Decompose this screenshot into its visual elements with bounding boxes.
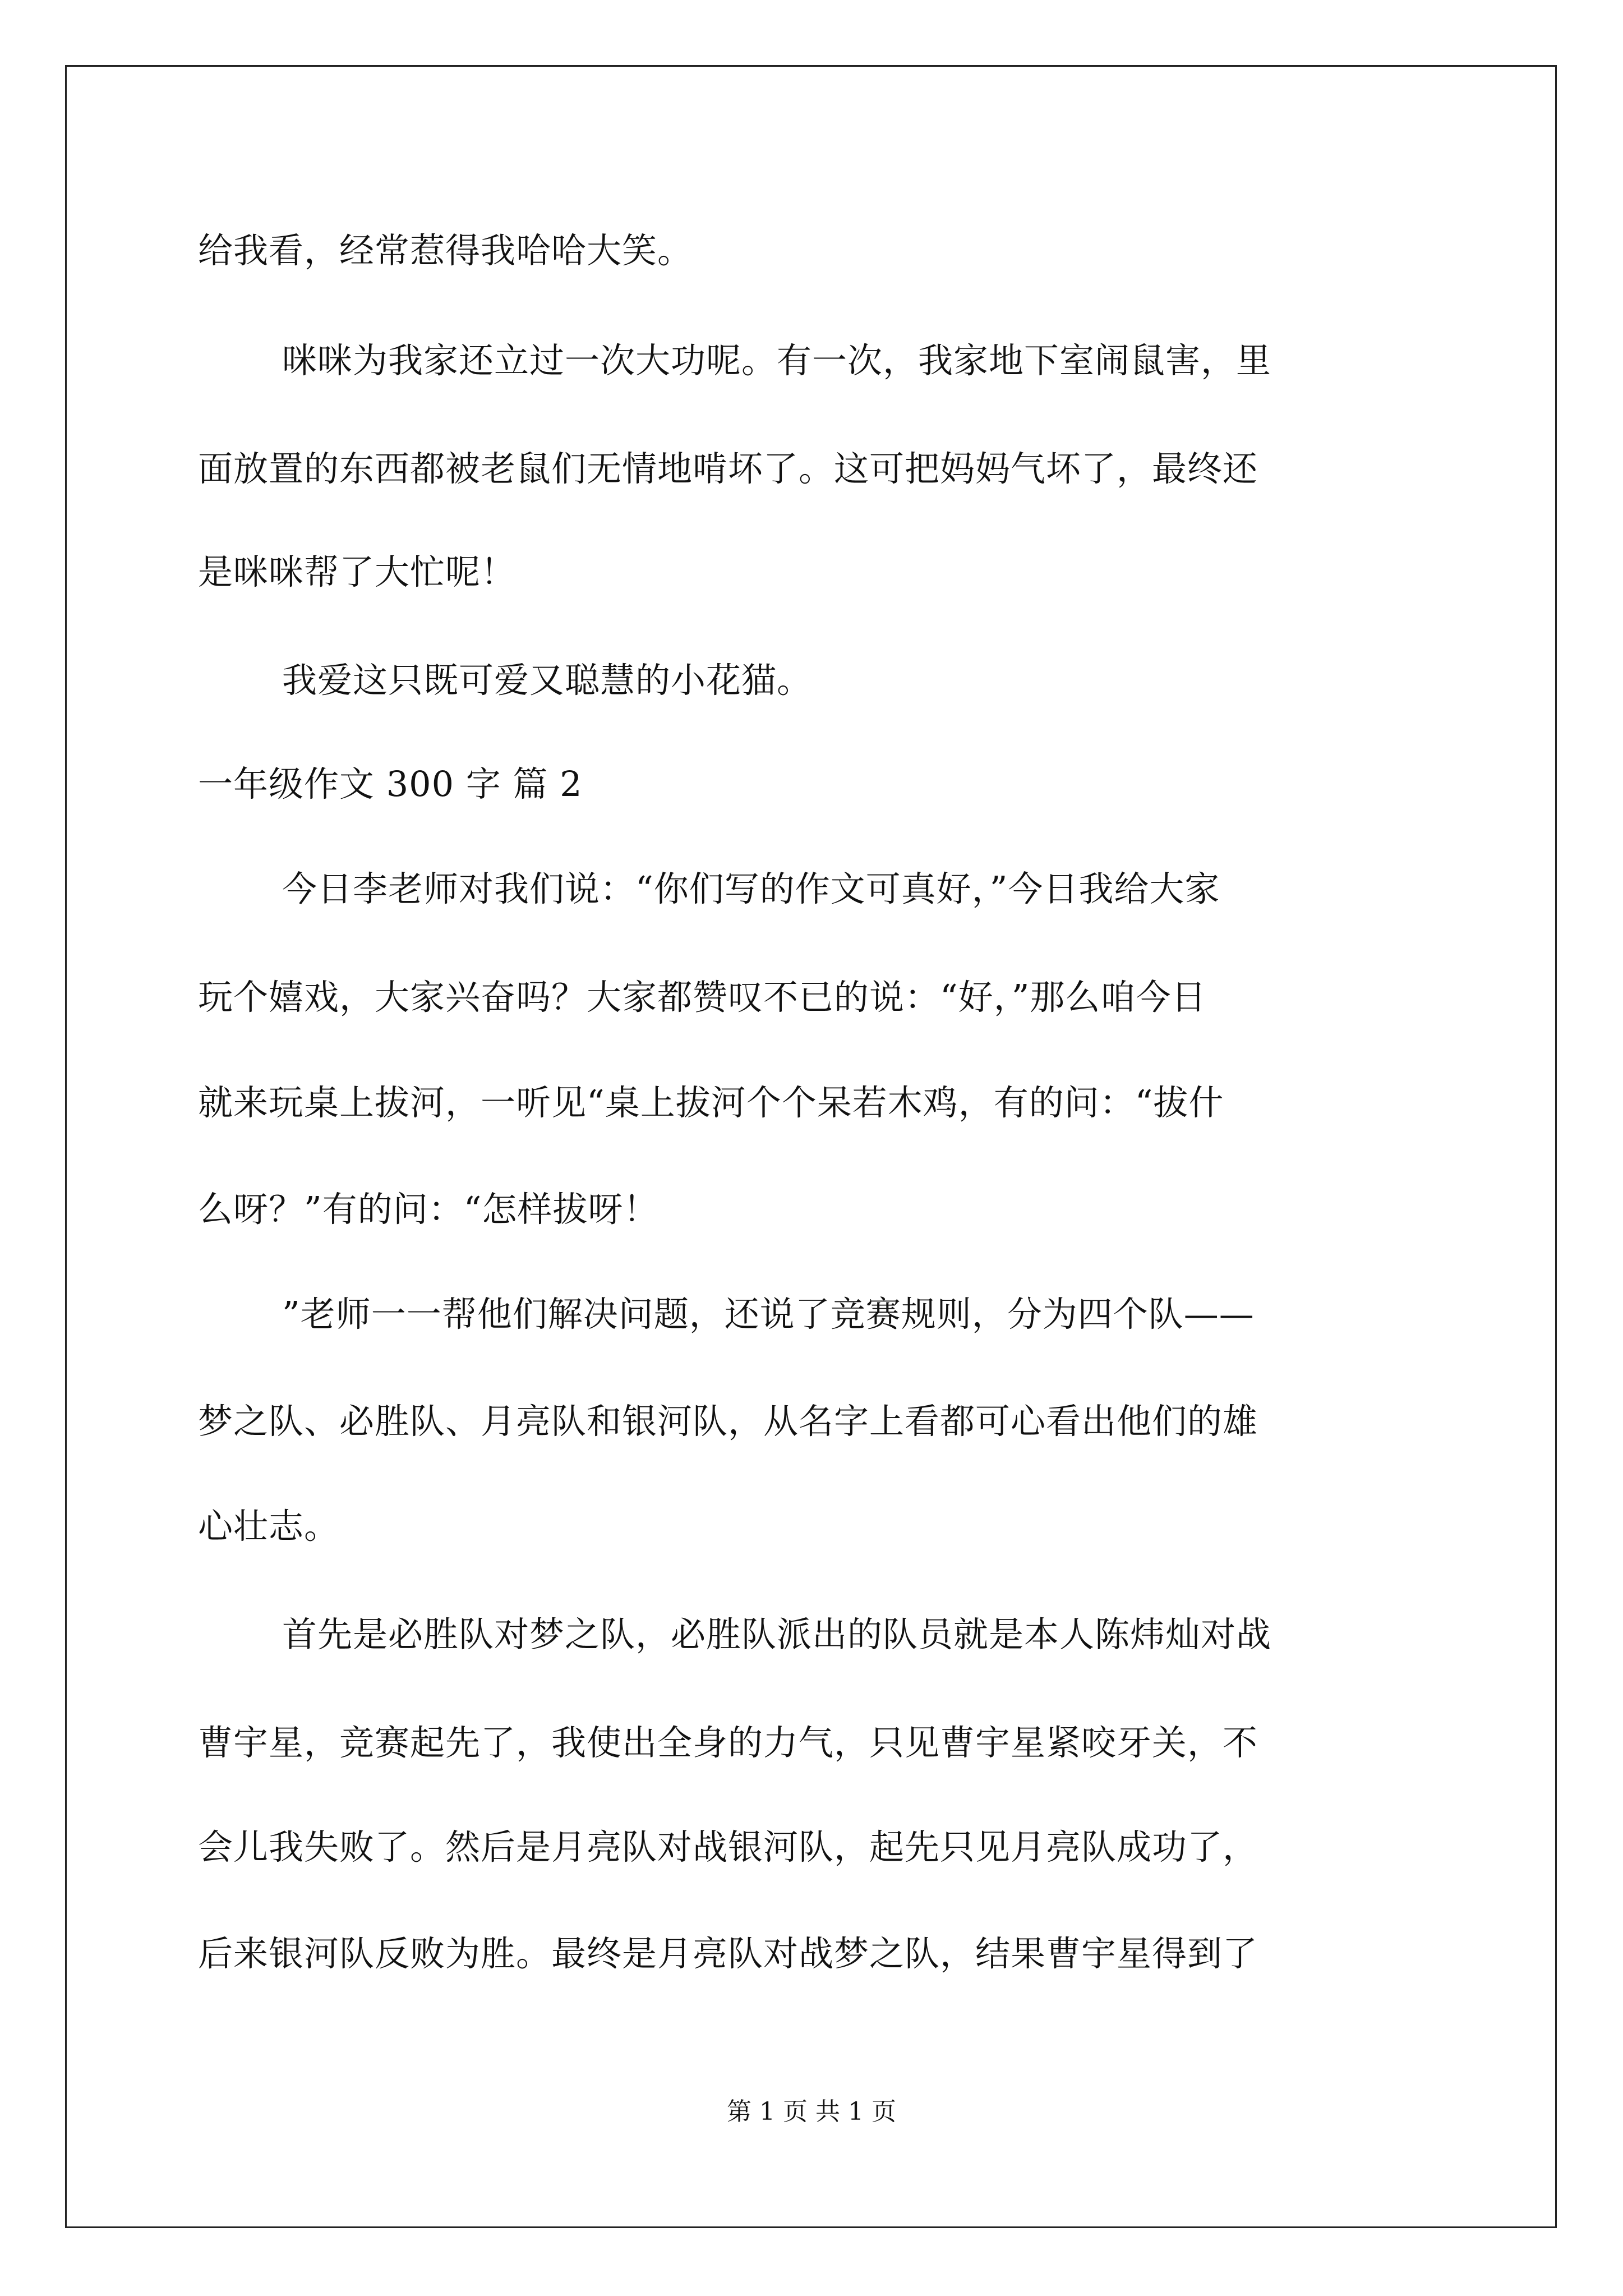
text-line: 曹宇星，竞赛起先了，我使出全身的力气，只见曹宇星紧咬牙关，不 (198, 1722, 1258, 1763)
paragraph-start-line: 今日李老师对我们说：“你们写的作文可真好，”今日我给大家 (282, 868, 1220, 909)
text-line: 后来银河队反败为胜。最终是月亮队对战梦之队，结果曹宇星得到了 (198, 1933, 1258, 1974)
paragraph-start-line: 首先是必胜队对梦之队，必胜队派出的队员就是本人陈炜灿对战 (282, 1614, 1272, 1655)
text-line: 么呀？”有的问：“怎样拔呀！ (198, 1189, 659, 1230)
text-line: 心壮志。 (198, 1506, 340, 1547)
text-line: 梦之队、必胜队、月亮队和银河队，从名字上看都可心看出他们的雄 (198, 1401, 1258, 1442)
text-line: 是咪咪帮了大忙呢！ (198, 551, 517, 592)
text-line: 给我看，经常惹得我哈哈大笑。 (198, 230, 693, 271)
page-number-footer: 第 1 页 共 1 页 (727, 2097, 896, 2126)
text-line: 就来玩桌上拔河，一听见“桌上拔河个个呆若木鸡，有的问：“拔什 (198, 1082, 1224, 1123)
paragraph-start-line: ”老师一一帮他们解决问题，还说了竞赛规则，分为四个队—— (282, 1294, 1255, 1335)
text-line: 玩个嬉戏，大家兴奋吗？大家都赞叹不已的说：“好，”那么咱今日 (198, 977, 1207, 1018)
section-heading: 一年级作文 300 字 篇 2 (198, 763, 583, 804)
paragraph-start-line: 我爱这只既可爱又聪慧的小花猫。 (282, 660, 813, 701)
text-line: 会儿我失败了。然后是月亮队对战银河队，起先只见月亮队成功了， (198, 1826, 1258, 1867)
paragraph-start-line: 咪咪为我家还立过一次大功呢。有一次，我家地下室闹鼠害，里 (282, 340, 1272, 381)
page-border (65, 65, 1557, 2228)
text-line: 面放置的东西都被老鼠们无情地啃坏了。这可把妈妈气坏了，最终还 (198, 448, 1258, 489)
